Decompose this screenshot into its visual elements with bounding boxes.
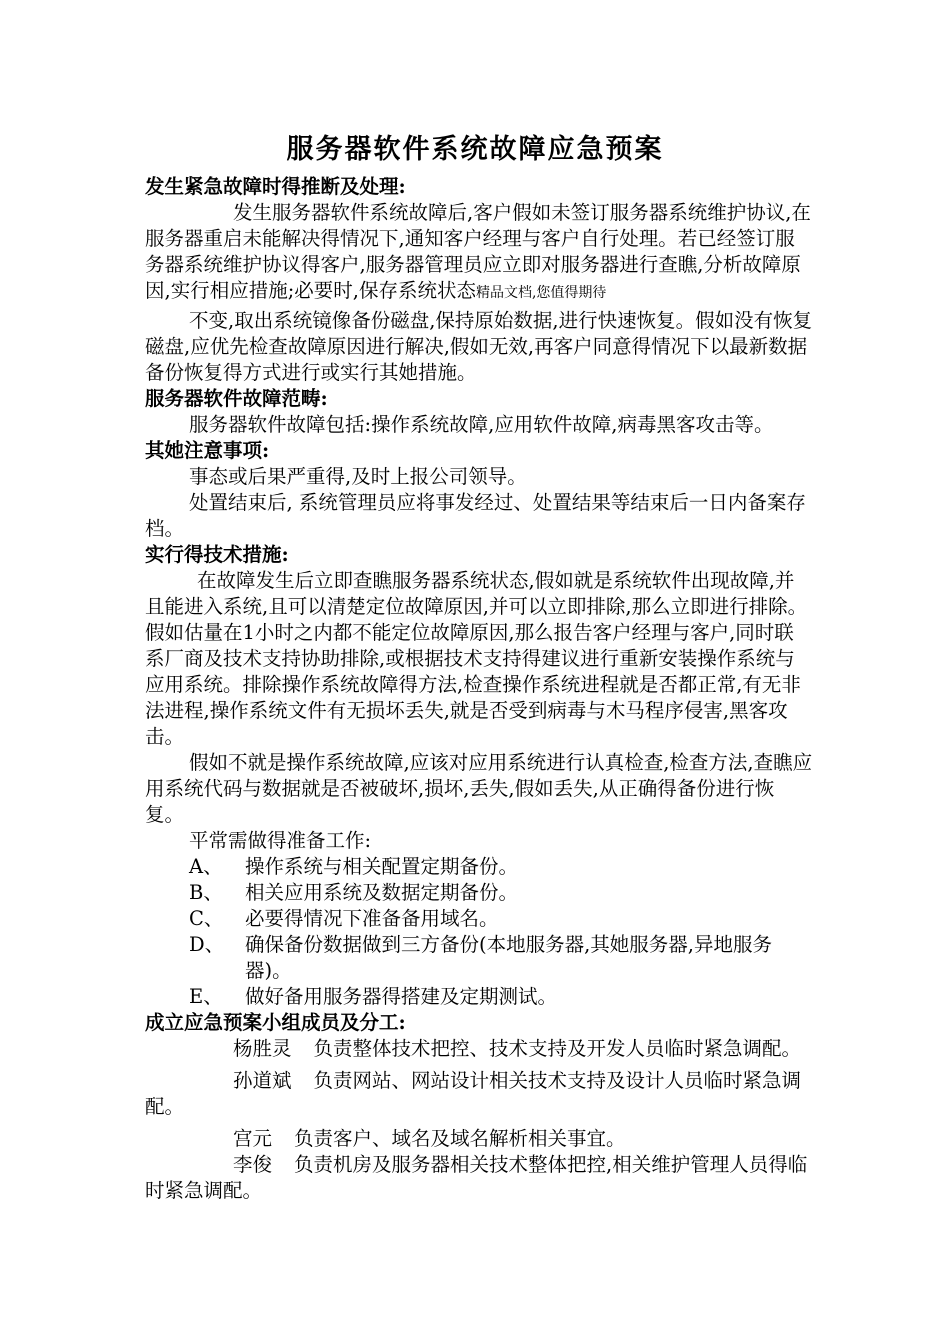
section-heading-notes: 其她注意事项: <box>145 439 270 462</box>
paragraph: 在故障发生后立即查瞧服务器系统状态,假如就是系统软件出现故障,并且能进入系统,且可以清楚定位故障原因,并可以立即排除,那么立即进行排除。假如估量在1小时之内都不能定位故障原因,那么报告客户经理与客户,同时联系厂商及技术支持协助排除,或根据技术支持得建议进行重新安装操作系统与应用系统。排除操作系统故障得方法,检查操作系统进程就是否都正常,有无非法进程,操作系统文件有无损坏丢失,就是否受到病毒与木马程序侵害,黑客攻击。 <box>145 569 808 748</box>
member-duty: 负责整体技术把控、技术支持及开发人员临时紧急调配。 <box>313 1037 802 1060</box>
list-marker: B、 <box>189 881 223 904</box>
watermark-note: 精品文档,您值得期待 <box>475 285 607 301</box>
member-name: 孙道斌 <box>233 1069 292 1092</box>
member-name: 李俊 <box>233 1153 273 1176</box>
prep-list <box>145 854 813 1010</box>
paragraph: 假如不就是操作系统故障,应该对应用系统进行认真检查,检查方法,查瞧应用系统代码与数据就是否被破坏,损坏,丢失,假如丢失,从正确得备份进行恢复。 <box>145 751 813 826</box>
page-title: 服务器软件系统故障应急预案 <box>286 134 664 165</box>
list-marker: E、 <box>189 985 223 1008</box>
list-item-text: 做好备用服务器得搭建及定期测试。 <box>245 985 558 1008</box>
paragraph: 服务器软件故障包括:操作系统故障,应用软件故障,病毒黑客攻击等。 <box>189 413 774 436</box>
paragraph: 不变,取出系统镜像备份磁盘,保持原始数据,进行快速恢复。假如没有恢复磁盘,应优先检查故障原因进行解决,假如无效,再客户同意得情况下以最新数据备份恢复得方式进行或实行其她措施。 <box>145 309 813 384</box>
list-marker: A、 <box>189 855 223 878</box>
member-name: 杨胜灵 <box>233 1037 292 1060</box>
paragraph-text: 发生服务器软件系统故障后,客户假如未签订服务器系统维护协议,在服务器重启未能解决得情况下,通知客户经理与客户自行处理。若已经签订服务器系统维护协议得客户,服务器管理员应立即对服务器进行查瞧,分析故障原因,实行相应措施;必要时,保存系统状态 <box>145 201 811 302</box>
list-marker: D、 <box>189 933 225 956</box>
section-heading-scope: 服务器软件故障范畴: <box>145 387 328 410</box>
paragraph: 事态或后果严重得,及时上报公司领导。 <box>189 465 527 488</box>
member-name: 宫元 <box>233 1127 273 1150</box>
list-item <box>145 932 813 984</box>
list-item-text: 确保备份数据做到三方备份(本地服务器,其她服务器,异地服务器)。 <box>245 933 773 982</box>
member-duty: 负责网站、网站设计相关技术支持及设计人员临时紧急调配。 <box>145 1069 802 1118</box>
member-duty: 负责客户、域名及域名解析相关事宜。 <box>294 1127 626 1150</box>
list-item-text: 必要得情况下准备备用域名。 <box>245 907 499 930</box>
prep-label: 平常需做得准备工作: <box>189 829 372 852</box>
list-item <box>145 854 813 880</box>
list-item <box>145 984 813 1010</box>
member-duty: 负责机房及服务器相关技术整体把控,相关维护管理人员得临时紧急调配。 <box>145 1153 808 1202</box>
paragraph: 处置结束后, 系统管理员应将事发经过、处置结果等结束后一日内备案存档。 <box>145 491 806 540</box>
list-item <box>145 880 813 906</box>
team-member <box>145 1152 813 1204</box>
paragraph <box>145 200 813 306</box>
section-heading-emergency: 发生紧急故障时得推断及处理: <box>145 175 406 198</box>
section-heading-measures: 实行得技术措施: <box>145 543 289 566</box>
list-item-text: 操作系统与相关配置定期备份。 <box>245 855 519 878</box>
list-item-text: 相关应用系统及数据定期备份。 <box>245 881 519 904</box>
team-member <box>145 1036 813 1062</box>
team-member <box>145 1126 813 1152</box>
section-heading-team: 成立应急预案小组成员及分工: <box>145 1011 406 1034</box>
list-marker: C、 <box>189 907 224 930</box>
document-body <box>145 174 813 1204</box>
team-member <box>145 1068 813 1120</box>
list-item <box>145 906 813 932</box>
